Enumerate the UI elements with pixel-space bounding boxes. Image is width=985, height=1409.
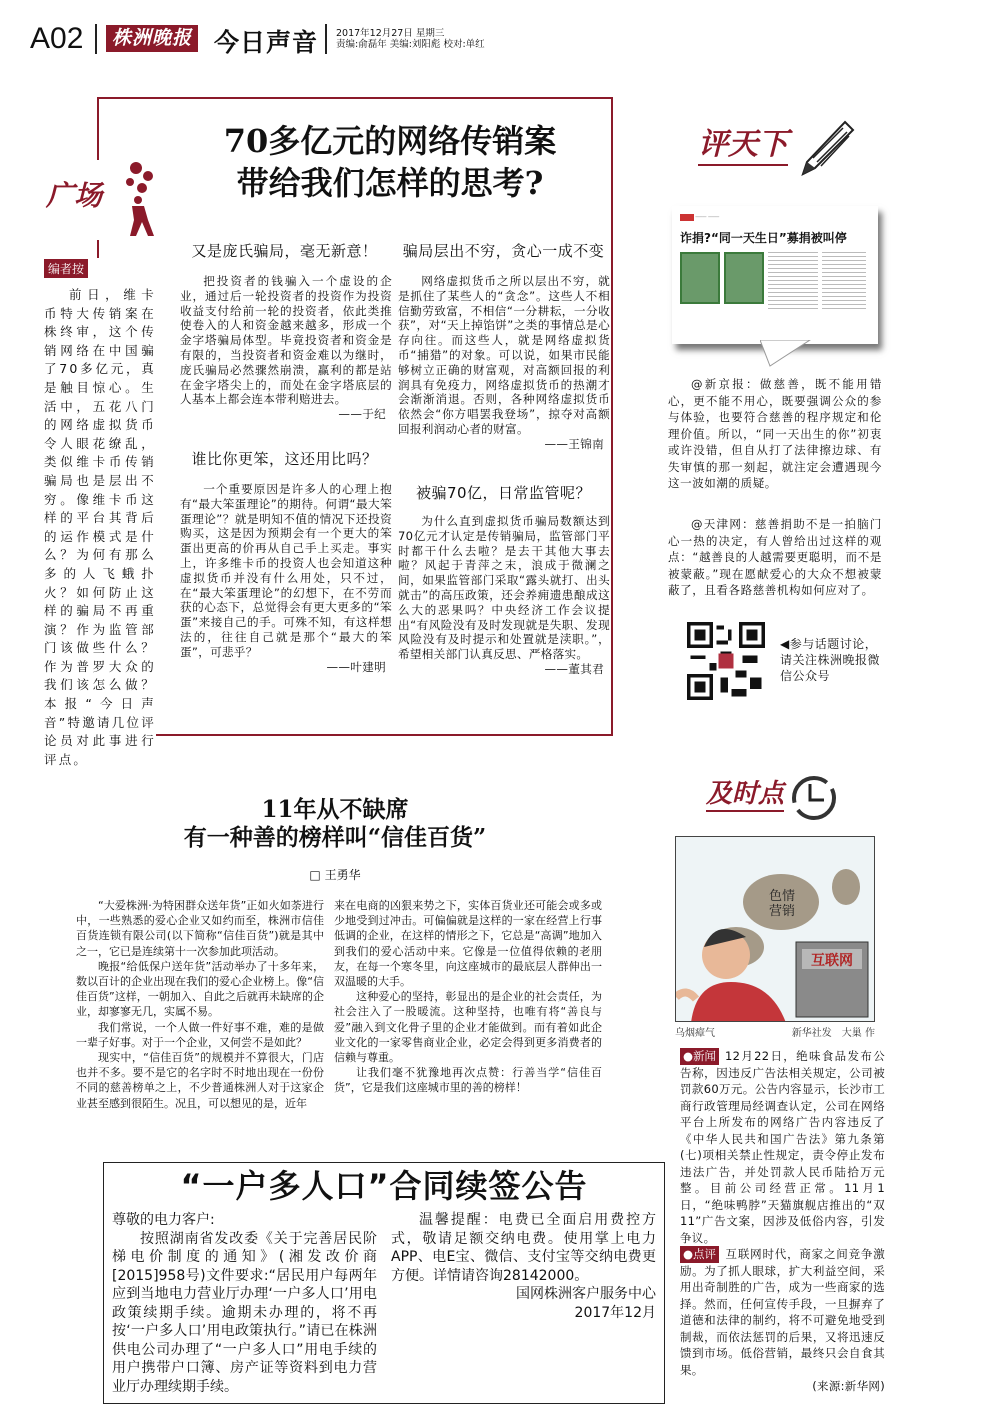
article-body xyxy=(180,482,392,674)
article-paragraph: 一个重要原因是许多人的心理上抱有“最大笨蛋理论”的期待。何谓“最大笨蛋理论”？就是明知不值的情况下还投资购买，这是因为预期会有一个更大的笨蛋出更高的价再从自己手上买走。事实上，许多维卡币的投资人也会知道这种虚拟货币并没有什么用处，只不过，在“最大笨蛋理论”的幻想下，在不劳而获的心态下，总觉得会有更大更多的“笨蛋”来接自己的手。可殊不知，有这样想法的，往往自己就是那个“最大的笨蛋”，可悲乎？ xyxy=(180,482,392,659)
wechat-qr-code[interactable] xyxy=(686,622,766,700)
article-body xyxy=(398,274,610,452)
news-clipping-thumbnail xyxy=(672,206,878,344)
cartoon-label-smoke: 色情营销 xyxy=(768,889,795,919)
cartoon-illustration xyxy=(676,837,875,1022)
article-author: ——董其君 xyxy=(544,661,604,676)
article-paragraph: 让我们毫不犹豫地再次点赞：行善当学“信佳百货”，它是我们这座城市里的善的榜样！ xyxy=(334,1066,602,1095)
pingtianxia-logo: 评天下 xyxy=(698,126,788,166)
article-paragraph: 我们常说，一个人做一件好事不难，难的是做一辈子好事。对于一个企业，又何尝不是如此？ xyxy=(76,1020,324,1049)
comment-source: @天津网： xyxy=(691,517,755,531)
news-tag: ●新闻 xyxy=(680,1048,719,1065)
commentary-item xyxy=(680,1246,885,1395)
article2-title-line: 11年从不缺席 xyxy=(261,796,409,823)
clipping-images xyxy=(680,252,870,312)
article-heading: 又是庞氏骗局，毫无新意！ xyxy=(191,242,378,260)
feature-title-line: 带给我们怎样的思考? xyxy=(236,164,544,202)
plaza-logo-text: 广场 xyxy=(46,179,103,212)
notice-greeting: 尊敬的电力客户: xyxy=(112,1212,215,1228)
article2-col2 xyxy=(334,898,602,1096)
divider xyxy=(95,24,97,54)
feature-title xyxy=(150,120,630,204)
qr-caption: ◀参与话题讨论，请关注株洲晚报微信公众号 xyxy=(780,637,881,683)
clipping-masthead: ─── ─── xyxy=(680,214,870,221)
news-text: 12月22日，绝味食品发布公告称，因违反广告法相关规定，公司被罚款60万元。公告内容显示，长沙市工商行政管理局经调查认定，公司在网络平台上所发布的网络广告内容违反了《中华人民共和国广告法》第九条第(七)项相关禁止性规定，责令停止发布违法广告，并处罚款人民币陆拾万元整。目前公司经营正常。11月1日，“绝味鸭脖”天猫旗舰店推出的“双11”广告文案，因涉及低俗内容，引发争议。 xyxy=(680,1049,885,1245)
article-author: ——叶建明 xyxy=(326,659,386,674)
article2-col1 xyxy=(76,898,324,1111)
clock-icon xyxy=(788,770,840,826)
page-number: A02 xyxy=(30,22,84,55)
article-paragraph: 来在电商的凶狠来势之下，实体百货业还可能会或多或少地受到过冲击。可偏偏就是这样的一家在经营上行事低调的企业，在这样的情形之下，它总是“高调”地加入到我们的爱心活动中来。它像是一位值得依赖的老朋友，在每一个寒冬里，向这座城市的最底层人群伸出一双温暖的大手。 xyxy=(334,899,602,989)
issue-date: 2017年12月27日 星期三 xyxy=(336,28,445,39)
article-heading: 骗局层出不穷，贪心一成不变 xyxy=(402,242,605,260)
editor-note-tag: 编者按 xyxy=(44,259,88,278)
cartoon-label-screen: 互联网 xyxy=(811,953,853,969)
cartoon-credit: 新华社发 大巢 作 xyxy=(791,1028,875,1039)
person-thinking-icon xyxy=(122,160,162,238)
notice-title: “一户多人口”合同续签公告 xyxy=(180,1167,588,1205)
cartoon-title: 乌烟瘴气 xyxy=(675,1028,715,1039)
article2-byline: □ 王勇华 xyxy=(309,868,361,882)
article-heading: 被骗70亿，日常监管呢？ xyxy=(415,484,592,502)
article-paragraph: “大爱株洲·为特困群众送年货”正如火如荼进行中，一些熟悉的爱心企业又如约而至，株洲市信佳百货连锁有限公司(以下简称“信佳百货”)就是其中之一，它已是连续第十一次参加此项活动。 xyxy=(76,899,324,958)
feature-title-line: 70多亿元的网络传销案 xyxy=(223,122,557,160)
news-item xyxy=(680,1048,885,1246)
article-heading: 谁比你更笨，这还用比吗？ xyxy=(191,450,378,468)
article-body xyxy=(180,274,392,422)
pencil-icon xyxy=(795,118,855,178)
jishidian-logo: 及时点 xyxy=(706,778,784,812)
article-paragraph: 为什么直到虚拟货币骗局数额达到70亿元才认定是传销骗局，监管部门平时都干什么去啦？是去干其他大事去啦？风起于青萍之末，浪成于微澜之间，如果监管部门采取“露头就打、出头就击”的高压政策，还会养痈遗患酿成这么大的恶果吗？中央经济工作会议提出“有风险没有及时发现就是失职、发现风险没有及时提示和处置就是渎职。”，希望相关部门认真反思、严格落实。 xyxy=(398,514,610,662)
editor-note-text: 前日，维卡币特大传销案在株终审，这个传销网络在中国骗了70多亿元，真是触目惊心。生活中，五花八门的网络虚拟货币令人眼花缭乱，类似维卡币传销骗局也是层出不穷。像维卡币这样的平台其背后的运作模式是什么？为何有那么多的人飞蛾扑火？如何防止这样的骗局不再重演？作为监管部门该做些什么？作为普罗大众的我们该怎么做？本报“今日声音”特邀请几位评论员对此事进行评点。 xyxy=(44,287,156,767)
article-paragraph: 这种爱心的坚持，彰显出的是企业的社会责任，为社会注入了一股暖流。这种坚持，也唯有将“善良与爱”融入到文化骨子里的企业才能做到。而有着如此企业文化的一家零售商业企业，必定会得到更多消费者的信赖与尊重。 xyxy=(334,990,602,1065)
notice-body-columns xyxy=(112,1211,656,1399)
comment-tianjinwang xyxy=(668,516,882,599)
notice-signer: 国网株洲客户服务中心 xyxy=(516,1286,656,1302)
comment-source: @新京报： xyxy=(691,377,760,391)
notice-ad xyxy=(103,1162,665,1404)
section-title: 今日声音 xyxy=(214,28,319,57)
article-paragraph: 网络虚拟货币之所以层出不穷，就是抓住了某些人的“贪念”。这些人不相信勤劳致富，不相信“一分耕耘，一分收获”，对“天上掉馅饼”之类的事情总是心存向往。而这些人，就是网络虚拟货币“捕猎”的对象。可以说，如果市民能够树立正确的财富观，对高额回报的利润具有免疫力，网络虚拟货币的热潮才会渐渐消退。否则，各种网络虚拟货币依然会“你方唱罢我登场”，掠夺对高额回报利润动心者的财富。 xyxy=(398,274,610,436)
staff-credits: 责编:俞磊年 美编:刘阳彪 校对:单红 xyxy=(336,39,485,50)
notice-date: 2017年12月 xyxy=(574,1304,656,1321)
comment-text: 慈善捐助不是一拍脑门心一热的决定，有人曾给出过这样的观点：“越善良的人越需要更聪明，而不是被蒙蔽。”现在愿献爱心的大众不想被蒙蔽了，且看各路慈善机构如何应对了。 xyxy=(668,517,883,597)
article-author: ——于纪 xyxy=(338,407,386,422)
speech-bubble-tail xyxy=(760,340,820,370)
clipping-headline: 诈捐?“同一天生日”募捐被叫停 xyxy=(680,231,847,245)
notice-body: 按照湖南省发改委《关于完善居民阶梯电价制度的通知》(湘发改价商[2015]958号)文件要求:“居民用户每两年应到当地电力营业厅办理‘一户多人口’用电政策续期手续。逾期未办理的，将不再按‘一户多人口’用电政策执行。”请已在株洲供电公司办理了“一户多人口”用电手续的用户携带户口簿、房产证等资料到电力营业厅办理续期手续。 xyxy=(112,1230,377,1395)
article-paragraph: 晚报“给低保户送年货”活动举办了十多年来，数以百计的企业出现在我们的爱心企业榜上。像“信佳百货”这样，一朝加入、自此之后就再未缺席的企业，却寥寥无几，实属不易。 xyxy=(76,959,324,1019)
divider xyxy=(325,24,327,54)
comment-text: 做慈善，既不能用错心，更不能不用心，既要强调公众的参与体验，也要符合慈善的程序规定和伦理价值。所以，“同一天出生的你”初衷或许没错，但自从打了法律擦边球、有失审慎的那一刻起，就注定会遭遇现今这一波如潮的质疑。 xyxy=(668,377,882,490)
article2-title-line: 有一种善的榜样叫“信佳百货” xyxy=(183,824,487,851)
article-author: ——王锦南 xyxy=(544,436,604,451)
newspaper-logo: 株洲晚报 xyxy=(106,25,198,52)
editor-note xyxy=(44,258,156,769)
header-meta xyxy=(336,28,485,50)
article2-title xyxy=(120,796,550,852)
article-paragraph: 现实中，“信佳百货”的规模并不算很大，门店也并不多。要不是它的名字时不时地出现在一份份不同的慈善榜单之上，不少普通株洲人对于这家企业甚至感到很陌生。况且，可以想见的是，近年 xyxy=(76,1051,324,1110)
article-body xyxy=(398,514,610,677)
commentary-source: (来源:新华网) xyxy=(812,1379,885,1393)
editorial-cartoon xyxy=(675,836,875,1022)
comment-xinjingbao xyxy=(668,376,882,492)
notice-reminder: 温馨提醒：电费已全面启用费控方式，敬请足额交纳电费。使用掌上电力APP、电E宝、微信、支付宝等交纳电费更方便。详情请咨询28142000。 xyxy=(391,1212,656,1284)
commentary-text: 互联网时代，商家之间竞争激励。为了抓人眼球，扩大利益空间，采用出奇制胜的广告，成为一些商家的选择。然而，任何宣传手段，一旦摒弃了道德和法律的制约，将不可避免地受到制裁，而依法惩罚的后果，又将迅速反馈到市场。低俗营销，最终只会自食其果。 xyxy=(680,1247,885,1377)
commentary-tag: ●点评 xyxy=(680,1246,719,1263)
article-paragraph: 把投资者的钱骗入一个虚设的企业，通过后一轮投资者的投资作为投资收益支付给前一轮的投资者，依此类推使卷入的人和资金越来越多，形成一个金字塔骗局体型。毕竟投资者和资金是有限的，当投资者和资金难以为继时，庞氏骗局必然骤然崩溃，赢利的都是站在金字塔尖上的，而处在金字塔底层的人基本上都会连本带利赔进去。 xyxy=(180,274,392,407)
plaza-logo xyxy=(40,160,165,240)
